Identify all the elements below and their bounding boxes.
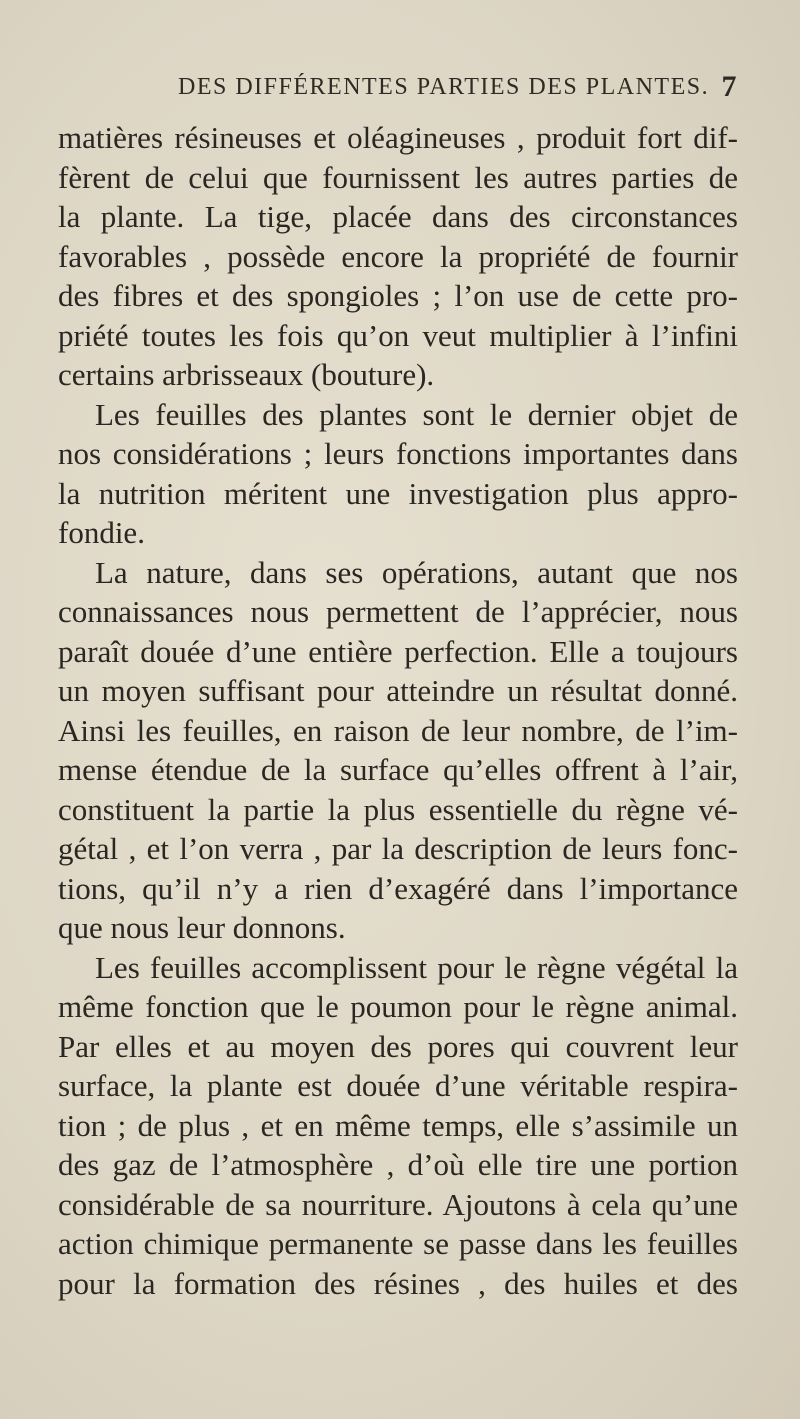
text-line: fondie. [58,515,145,550]
text-line: matières résineuses et oléagineuses , produit fort dif- [58,120,738,155]
text-line: mense étendue de la surface qu’elles offrent à l’air, [58,752,738,787]
text-line: constituent la partie la plus essentielle du règne vé- [58,791,738,827]
running-title: DES DIFFÉRENTES PARTIES DES PLANTES. [178,74,710,100]
text-line: gétal , et l’on verra , par la description de leurs fonc- [58,831,738,866]
text-line: connaissances nous permettent de l’apprécier, nous [58,594,738,629]
running-header [178,70,738,110]
text-line: considérable de sa nourriture. Ajoutons à cela qu’une [58,1186,738,1222]
text-line: la plante. La tige, placée dans des circonstances [58,199,738,234]
page-number: 7 [721,70,738,103]
text-line: action chimique permanente se passe dans les feuilles [58,1226,738,1261]
text-line: nos considérations ; leurs fonctions importantes dans [58,436,738,471]
text-line: un moyen suffisant pour atteindre un résultat donné. [58,673,738,708]
text-line: la nutrition méritent une investigation plus appro- [58,475,738,511]
text-line: La nature, dans ses opérations, autant que nos [95,554,738,590]
body-text [58,118,738,1303]
text-line: favorables , possède encore la propriété de fournir [58,238,738,274]
text-line: des fibres et des spongioles ; l’on use de cette pro- [58,278,738,313]
text-line: que nous leur donnons. [58,910,346,945]
paragraph-3 [58,553,738,948]
text-line: Par elles et au moyen des pores qui couvrent leur [58,1028,738,1064]
text-line: priété toutes les fois qu’on veut multiplier à l’infini [58,317,738,353]
text-line: Les feuilles des plantes sont le dernier objet de [95,396,738,432]
text-line: tion ; de plus , et en même temps, elle s’assimile un [58,1107,738,1143]
text-line: même fonction que le poumon pour le règne animal. [58,989,738,1024]
text-line: tions, qu’il n’y a rien d’exagéré dans l’importance [58,870,738,906]
text-line: surface, la plante est douée d’une véritable respira- [58,1068,738,1103]
text-line: fèrent de celui que fournissent les autres parties de [58,159,738,195]
paragraph-1 [58,118,738,395]
paragraph-2 [58,395,738,553]
text-line: Les feuilles accomplissent pour le règne végétal la [95,949,738,985]
paragraph-4 [58,948,738,1304]
text-line: paraît douée d’une entière perfection. Elle a toujours [58,633,738,669]
text-line: certains arbrisseaux (bouture). [58,357,435,392]
text-line: pour la formation des résines , des huiles et des [58,1265,738,1301]
text-line: Ainsi les feuilles, en raison de leur nombre, de l’im- [58,712,738,748]
text-line: des gaz de l’atmosphère , d’où elle tire une portion [58,1147,738,1182]
